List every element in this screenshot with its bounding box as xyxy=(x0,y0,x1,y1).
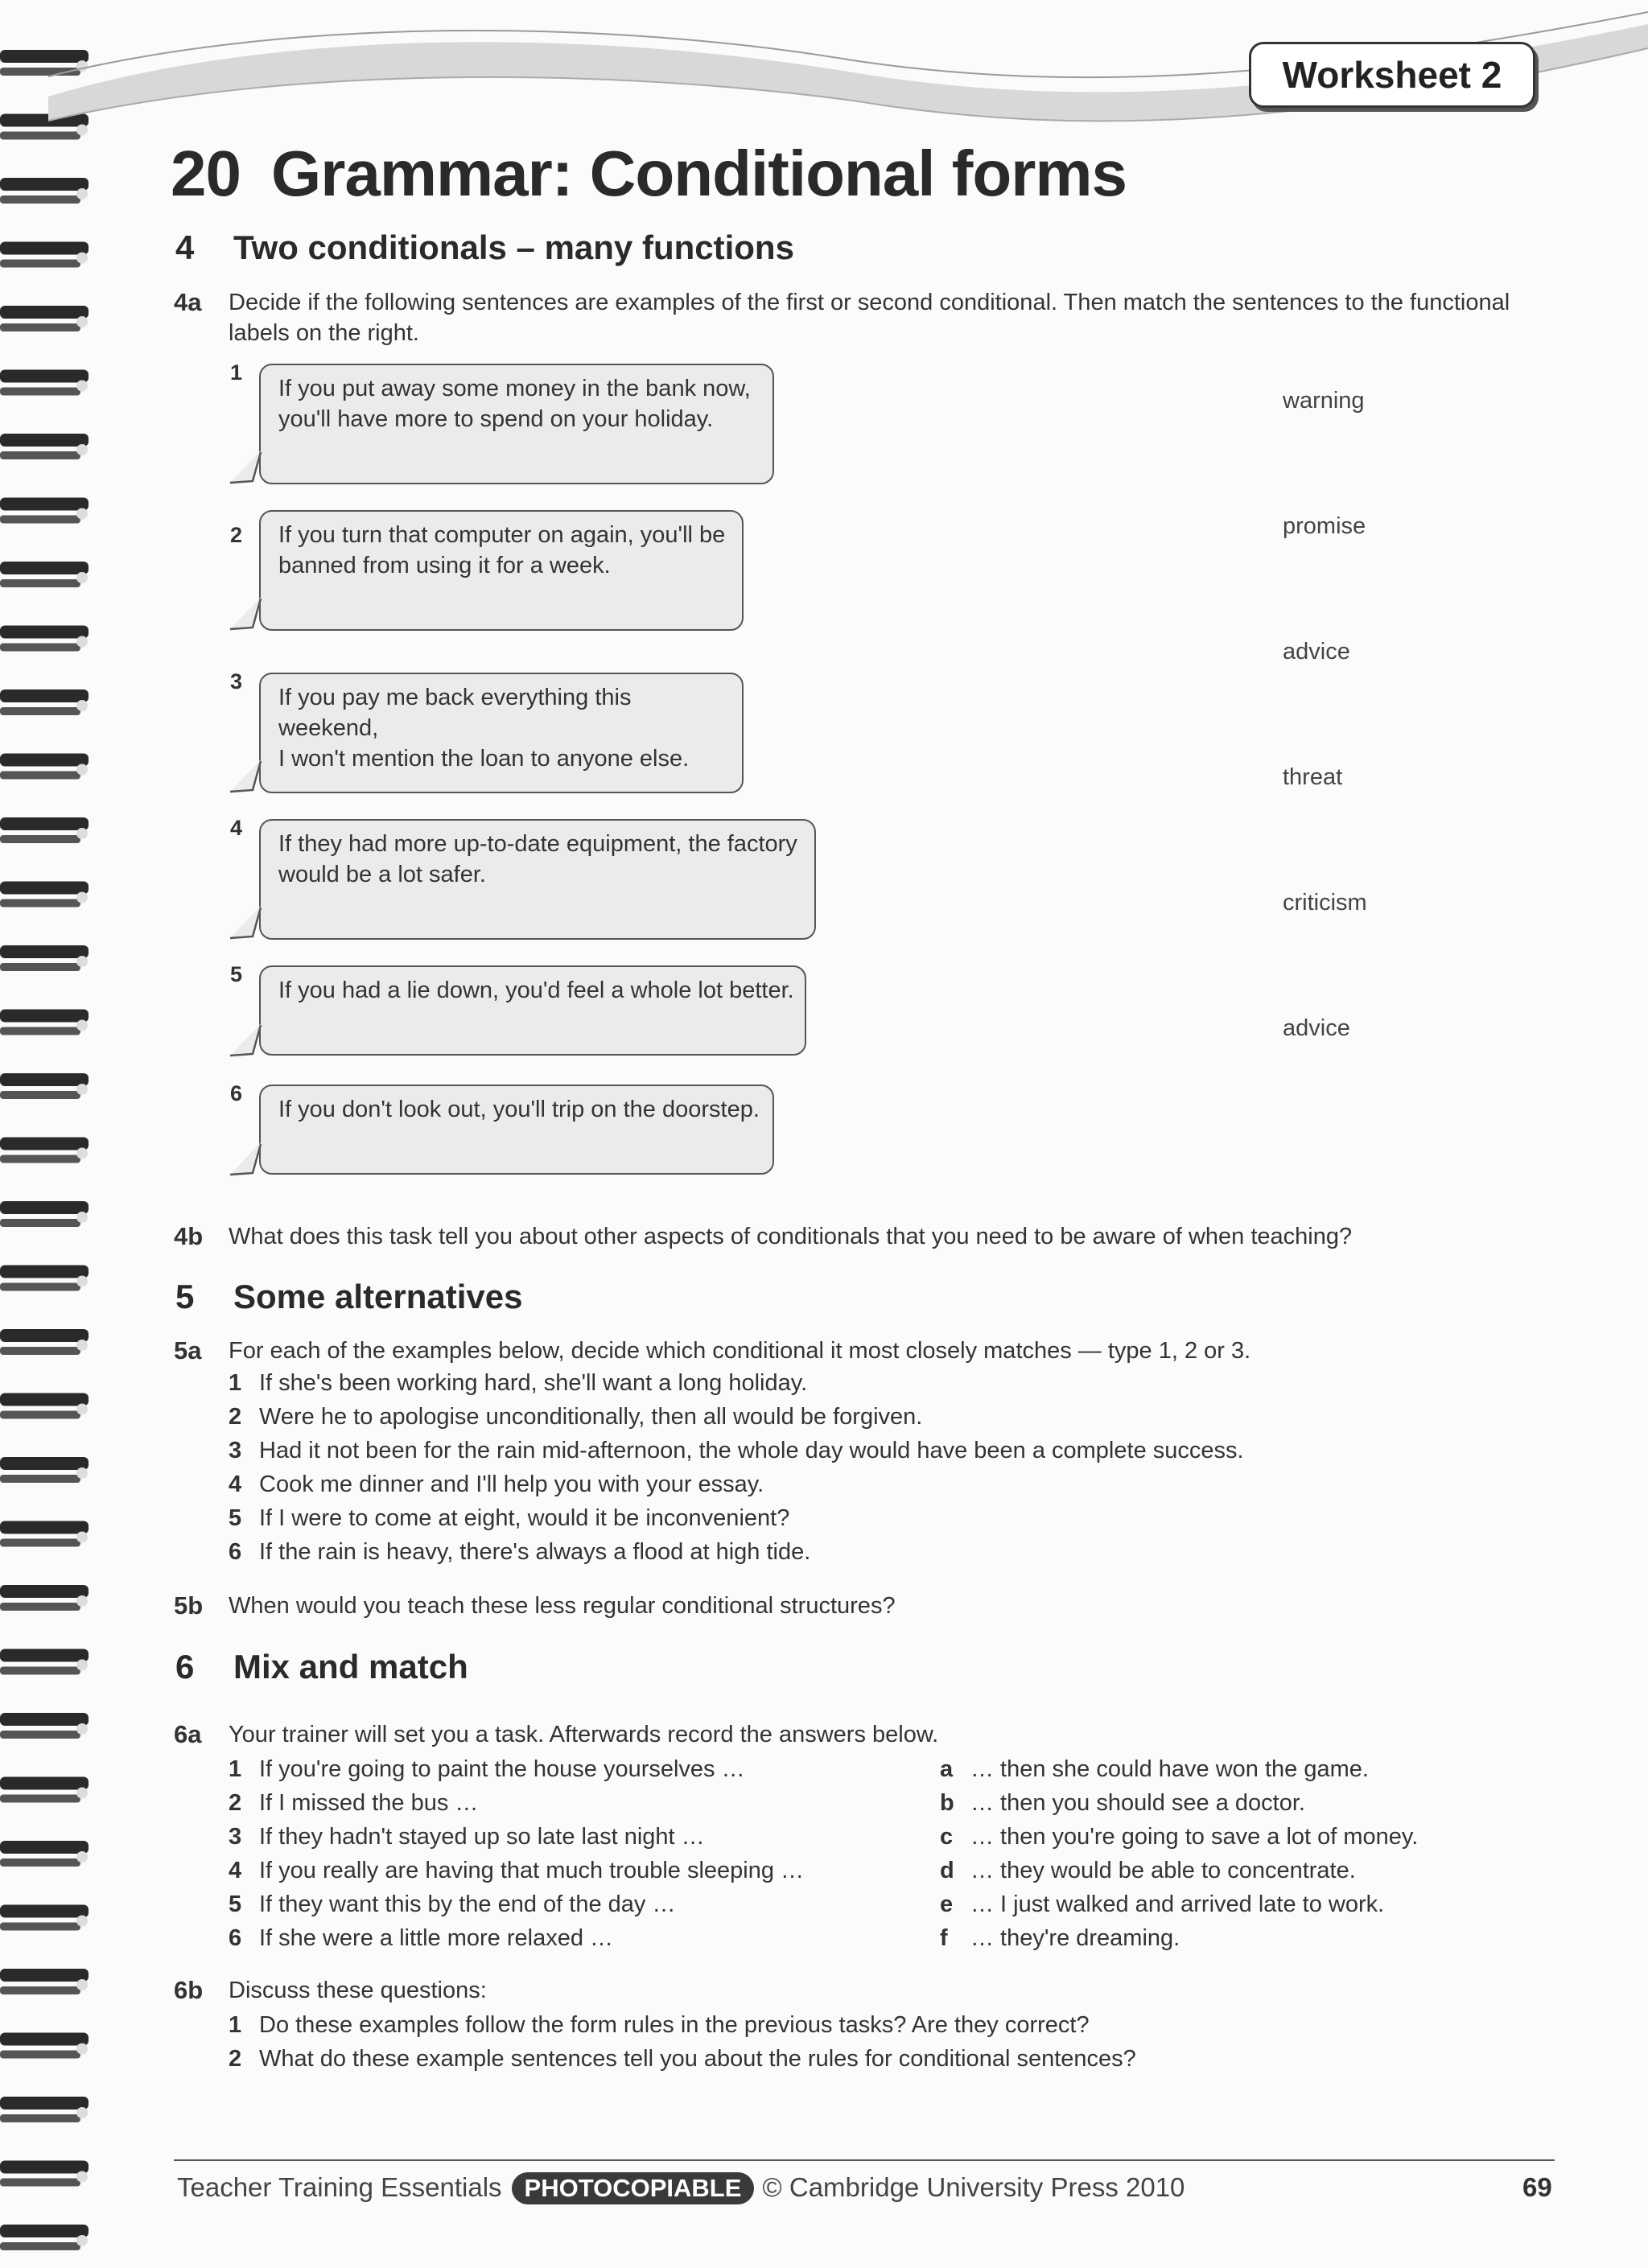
spiral-coil xyxy=(0,1266,89,1291)
spiral-coil xyxy=(0,178,89,204)
copyright-text: © Cambridge University Press 2010 xyxy=(762,2172,1185,2202)
function-label: promise xyxy=(1283,513,1366,539)
task-instruction-6a: Your trainer will set you a task. Afterwards record the answers below. xyxy=(229,1722,939,1747)
spiral-coil xyxy=(0,2033,89,2059)
spiral-coil xyxy=(0,945,89,971)
bubble-line: If you put away some money in the bank now, xyxy=(278,376,751,401)
task-instruction-5b: When would you teach these less regular conditional structures? xyxy=(229,1593,896,1619)
match-item-right: c … then you're going to save a lot of money. xyxy=(940,1824,1419,1850)
bubble-line: I won't mention the loan to anyone else. xyxy=(278,746,690,772)
spiral-binding xyxy=(0,0,97,2268)
bubble-line: If you pay me back everything this weekend, xyxy=(278,685,632,741)
spiral-coil xyxy=(0,1969,89,1994)
spiral-coil xyxy=(0,1777,89,1803)
match-item-left: 1 If you're going to paint the house yourselves … xyxy=(229,1756,745,1782)
spiral-coil xyxy=(0,370,89,396)
bubble-line: If you don't look out, you'll trip on the doorstep. xyxy=(278,1097,760,1122)
section-6-heading xyxy=(175,1648,468,1686)
bubble-line: you'll have more to spend on your holiday. xyxy=(278,406,714,432)
spiral-coil xyxy=(0,2097,89,2122)
spiral-coil xyxy=(0,1585,89,1611)
speech-bubble xyxy=(259,1085,774,1175)
spiral-coil xyxy=(0,498,89,524)
title-number: 20 xyxy=(171,138,241,209)
task-label-6a: 6a xyxy=(174,1720,202,1748)
spiral-coil xyxy=(0,1393,89,1419)
spiral-coil xyxy=(0,1649,89,1675)
spiral-coil xyxy=(0,1201,89,1227)
match-item-right: a … then she could have won the game. xyxy=(940,1756,1369,1782)
section-number: 6 xyxy=(175,1648,195,1686)
spiral-coil xyxy=(0,1521,89,1547)
match-item-right: d … they would be able to concentrate. xyxy=(940,1858,1356,1883)
speech-bubble xyxy=(259,819,816,940)
section-title: Some alternatives xyxy=(233,1278,523,1315)
photocopiable-badge: PHOTOCOPIABLE xyxy=(512,2172,755,2204)
section-number: 4 xyxy=(175,228,195,266)
page-title xyxy=(171,137,1127,211)
match-item-right: b … then you should see a doctor. xyxy=(940,1790,1305,1816)
function-label: threat xyxy=(1283,764,1343,790)
spiral-coil xyxy=(0,626,89,652)
task-label-5a: 5a xyxy=(174,1336,202,1365)
match-item-left: 3 If they hadn't stayed up so late last night … xyxy=(229,1824,705,1850)
task-label-4a: 4a xyxy=(174,288,202,316)
spiral-coil xyxy=(0,2225,89,2250)
worksheet-tab: Worksheet 2 xyxy=(1249,42,1535,108)
spiral-coil xyxy=(0,1841,89,1867)
bubble-line: banned from using it for a week. xyxy=(278,553,611,578)
bubble-tail xyxy=(230,759,278,796)
task-label-6b: 6b xyxy=(174,1976,204,2004)
bubble-tail xyxy=(230,906,278,943)
bubble-number: 4 xyxy=(230,816,243,840)
match-item-left: 6 If she were a little more relaxed … xyxy=(229,1925,614,1951)
match-item-left: 4 If you really are having that much trouble sleeping … xyxy=(229,1858,805,1883)
task-instruction-5a: For each of the examples below, decide which conditional it most closely matches — type 1, 2 or 3. xyxy=(229,1338,1251,1364)
spiral-coil xyxy=(0,1713,89,1739)
section-title: Two conditionals – many functions xyxy=(233,228,794,266)
task-label-5b: 5b xyxy=(174,1591,204,1620)
section-4-heading xyxy=(175,228,794,267)
spiral-coil xyxy=(0,242,89,268)
list-item: 4 Cook me dinner and I'll help you with your essay. xyxy=(229,1472,764,1497)
bubble-number: 3 xyxy=(230,669,243,694)
instruction-line: labels on the right. xyxy=(229,320,419,346)
spiral-coil xyxy=(0,2161,89,2187)
spiral-coil xyxy=(0,689,89,715)
match-item-left: 2 If I missed the bus … xyxy=(229,1790,479,1816)
list-item: 6 If the rain is heavy, there's always a flood at high tide. xyxy=(229,1539,811,1565)
section-number: 5 xyxy=(175,1278,195,1315)
title-text: Grammar: Conditional forms xyxy=(270,138,1127,209)
spiral-coil xyxy=(0,306,89,331)
bubble-line: would be a lot safer. xyxy=(278,862,486,887)
bubble-number: 2 xyxy=(230,523,243,547)
speech-bubble xyxy=(259,510,744,631)
function-label: criticism xyxy=(1283,890,1367,916)
book-title: Teacher Training Essentials xyxy=(177,2172,502,2202)
list-item: 2 Were he to apologise unconditionally, then all would be forgiven. xyxy=(229,1404,923,1430)
task-label-4b: 4b xyxy=(174,1222,204,1250)
match-item-right: e … I just walked and arrived late to work. xyxy=(940,1891,1385,1917)
footer-rule xyxy=(174,2159,1555,2161)
task-instruction-4b: What does this task tell you about other aspects of conditionals that you need to be aware of when teaching? xyxy=(229,1224,1353,1249)
list-item: 1 If she's been working hard, she'll want a long holiday. xyxy=(229,1370,808,1396)
spiral-coil xyxy=(0,1010,89,1035)
bubble-line: If you had a lie down, you'd feel a whole lot better. xyxy=(278,978,794,1003)
footer-credit xyxy=(177,2172,1184,2204)
spiral-coil xyxy=(0,1905,89,1931)
section-title: Mix and match xyxy=(233,1648,468,1686)
spiral-coil xyxy=(0,1138,89,1163)
spiral-coil xyxy=(0,817,89,843)
spiral-coil xyxy=(0,1457,89,1483)
spiral-coil xyxy=(0,882,89,908)
bubble-number: 5 xyxy=(230,962,243,986)
function-label: warning xyxy=(1283,388,1365,414)
spiral-coil xyxy=(0,1329,89,1355)
spiral-coil xyxy=(0,1073,89,1099)
list-item: 3 Had it not been for the rain mid-afternoon, the whole day would have been a complete success. xyxy=(229,1438,1244,1463)
bubble-number: 6 xyxy=(230,1081,243,1105)
speech-bubble xyxy=(259,673,744,793)
page-number: 69 xyxy=(1522,2172,1552,2202)
function-label: advice xyxy=(1283,639,1350,665)
match-item-left: 5 If they want this by the end of the day … xyxy=(229,1891,676,1917)
bubble-tail xyxy=(230,1142,278,1179)
bubble-tail xyxy=(230,597,278,634)
task-instruction-6b: Discuss these questions: xyxy=(229,1978,487,2003)
function-label: advice xyxy=(1283,1015,1350,1041)
spiral-coil xyxy=(0,754,89,780)
match-item-right: f … they're dreaming. xyxy=(940,1925,1180,1951)
bubble-line: If you turn that computer on again, you'll be xyxy=(278,522,726,548)
spiral-coil xyxy=(0,434,89,459)
section-5-heading xyxy=(175,1278,523,1316)
list-item: 5 If I were to come at eight, would it be inconvenient? xyxy=(229,1505,790,1531)
instruction-line: Decide if the following sentences are examples of the first or second conditional. Then match the sentences to the functional xyxy=(229,290,1510,315)
spiral-coil xyxy=(0,562,89,587)
speech-bubble xyxy=(259,965,806,1056)
bubble-tail xyxy=(230,451,278,488)
bubble-number: 1 xyxy=(230,360,243,385)
speech-bubble xyxy=(259,364,774,484)
question-item: 1 Do these examples follow the form rules in the previous tasks? Are they correct? xyxy=(229,2012,1090,2038)
question-item: 2 What do these example sentences tell you about the rules for conditional sentences? xyxy=(229,2046,1136,2072)
task-instruction-4a xyxy=(229,287,1596,348)
bubble-tail xyxy=(230,1023,278,1060)
bubble-line: If they had more up-to-date equipment, the factory xyxy=(278,831,797,857)
